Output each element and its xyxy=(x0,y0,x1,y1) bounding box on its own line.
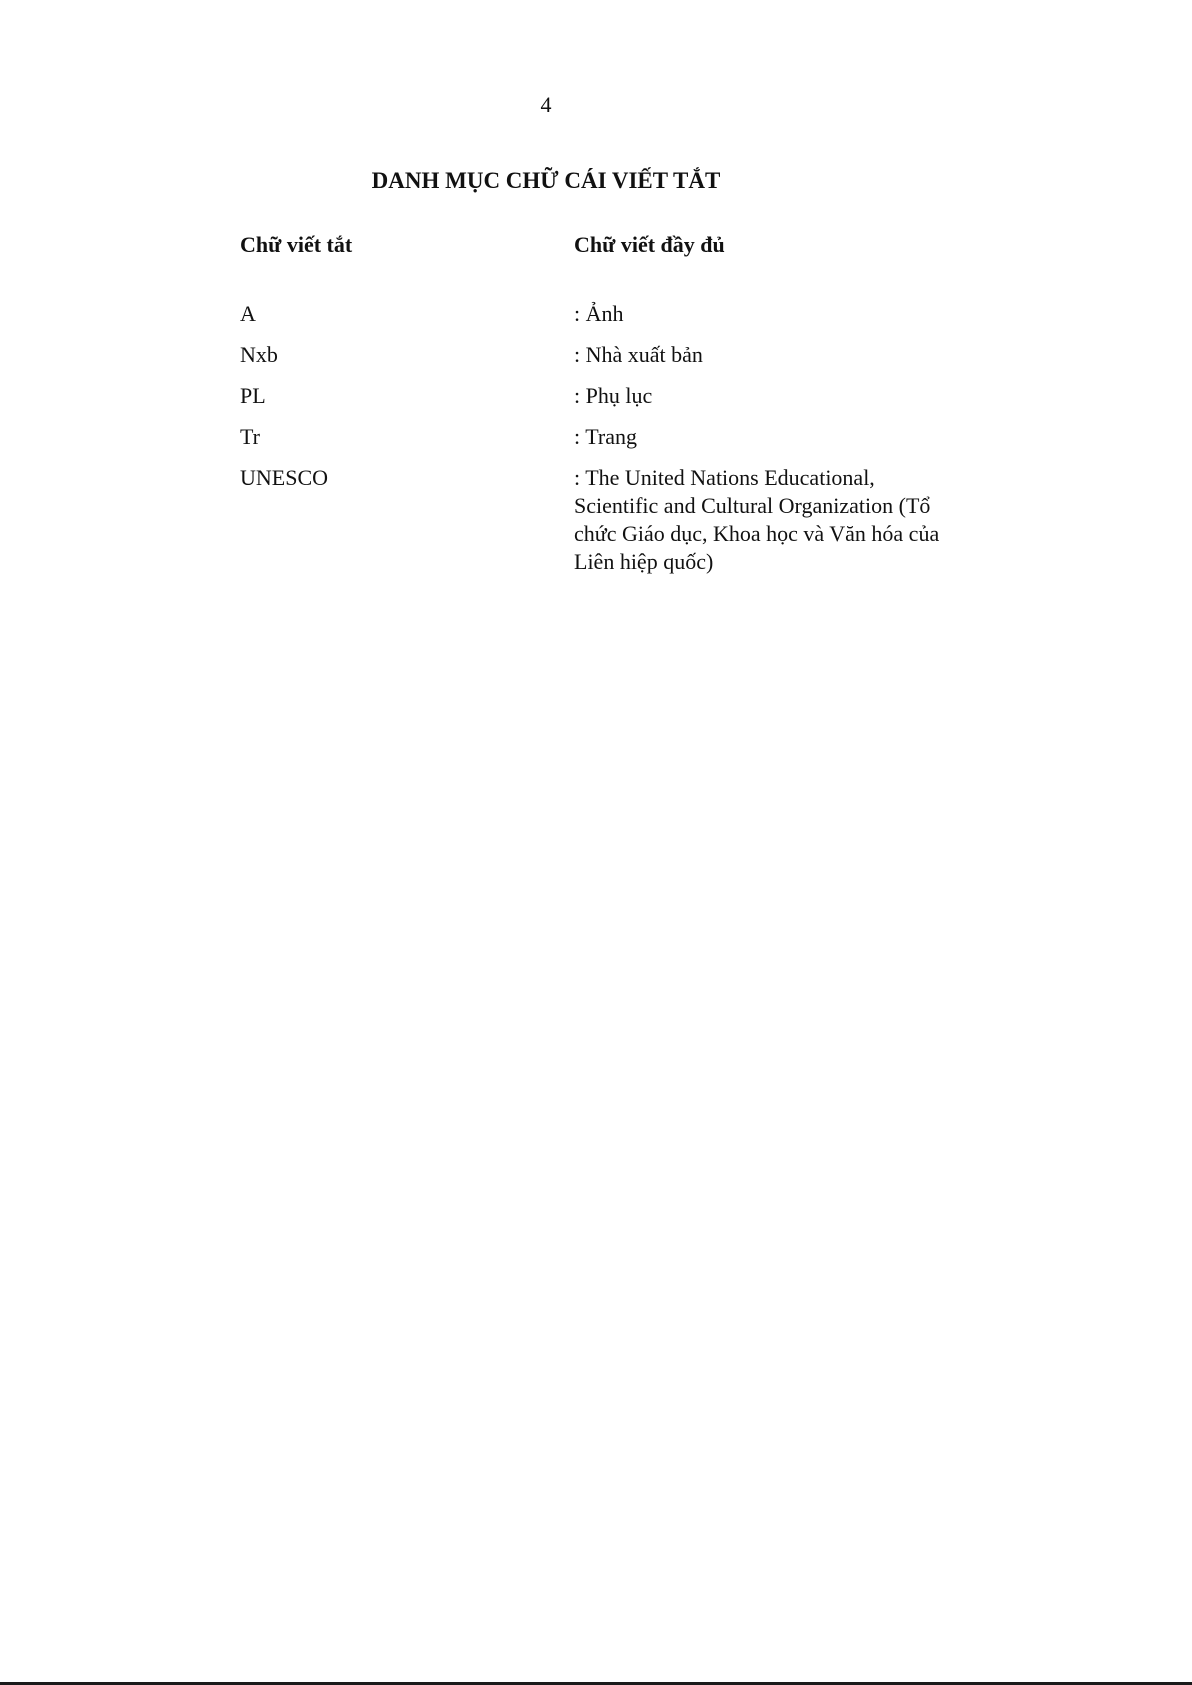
list-item xyxy=(240,423,960,451)
list-item xyxy=(240,382,960,410)
full-form: : Phụ lục xyxy=(574,383,653,408)
list-item xyxy=(240,464,960,576)
list-item xyxy=(240,341,960,369)
full-form-column-header: Chữ viết đầy đủ xyxy=(574,232,725,257)
abbreviation: Tr xyxy=(240,424,260,449)
list-item xyxy=(240,300,960,328)
abbreviation-list xyxy=(240,300,960,589)
page-title: DANH MỤC CHỮ CÁI VIẾT TẮT xyxy=(371,168,721,193)
full-form: : Trang xyxy=(574,424,637,449)
abbreviation: UNESCO xyxy=(240,465,329,490)
full-form: : Nhà xuất bản xyxy=(574,342,703,367)
page-number: 4 xyxy=(540,92,552,117)
abbreviation-column-header: Chữ viết tắt xyxy=(240,232,353,257)
full-form: : Ảnh xyxy=(574,301,624,326)
abbreviation: Nxb xyxy=(240,342,278,367)
full-form: : The United Nations Educational, Scientific and Cultural Organization (Tổ chức Giáo dục, Khoa học và Văn hóa của Liên hiệp quốc) xyxy=(574,465,940,574)
abbreviation: PL xyxy=(240,383,266,408)
abbreviation: A xyxy=(240,301,256,326)
